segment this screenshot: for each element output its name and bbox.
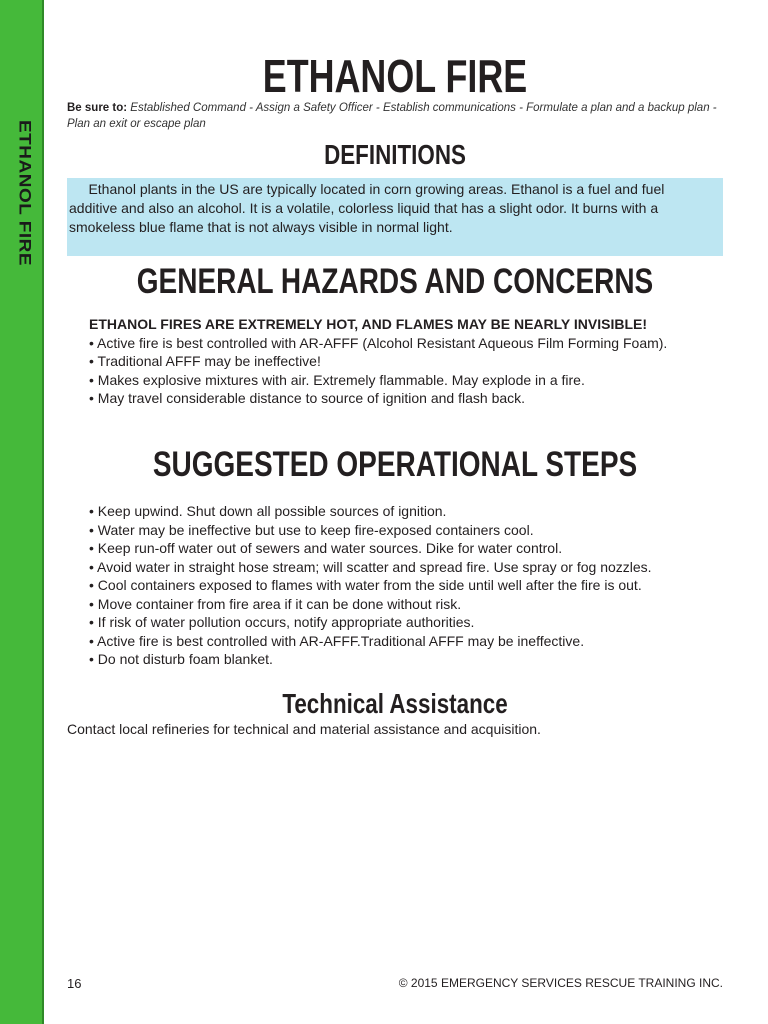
definitions-box [67,178,723,256]
definition-line: Ethanol plants in the US are typically located in corn growing areas. Ethanol is a fuel and fuel [69,181,665,197]
hazards-lead: ETHANOL FIRES ARE EXTREMELY HOT, AND FLAMES MAY BE NEARLY INVISIBLE! [89,316,648,332]
side-tab-label: ETHANOL FIRE [15,120,34,267]
technical-assistance-text: Contact local refineries for technical and material assistance and acquisition. [67,721,541,737]
hazard-item: • Makes explosive mixtures with air. Extremely flammable. May explode in a fire. [89,371,585,388]
page-number: 16 [67,976,82,991]
side-tab [0,0,44,1024]
operation-item: • Keep run-off water out of sewers and water sources. Dike for water control. [89,540,563,556]
be-sure-text: Established Command - Assign a Safety Officer - Establish communications - Formulate a plan and a backup plan - Plan an exit or escape plan [67,102,717,130]
operation-item: • If risk of water pollution occurs, notify appropriate authorities. [89,614,475,630]
operation-item: • Cool containers exposed to flames with water from the side until well after the fire is out. [89,577,642,593]
be-sure-lead: Be sure to: [67,102,128,114]
definition-line: smokeless blue flame that is not always visible in normal light. [69,219,453,235]
definition-line: additive and also an alcohol. It is a volatile, colorless liquid that has a slight odor. It burns with a [69,200,659,216]
operation-item: • Do not disturb foam blanket. [89,651,273,667]
hazard-item: • Traditional AFFF may be ineffective! [89,353,321,369]
copyright-notice: © 2015 EMERGENCY SERVICES RESCUE TRAINING INC. [398,976,723,990]
operation-item: • Keep upwind. Shut down all possible sources of ignition. [89,503,447,519]
operation-item: • Water may be ineffective but use to keep fire-exposed containers cool. [89,521,534,538]
operations-heading: SUGGESTED OPERATIONAL STEPS [152,445,638,484]
technical-assistance-heading: Technical Assistance [282,688,508,719]
be-sure-note [67,100,723,132]
operation-item: • Avoid water in straight hose stream; will scatter and spread fire. Use spray or fog nozzles. [89,558,652,575]
hazard-item: • Active fire is best controlled with AR-AFFF (Alcohol Resistant Aqueous Film Forming Foam). [89,334,668,351]
hazards-list [89,315,729,408]
page-title: ETHANOL FIRE [262,50,528,102]
operations-list [89,502,729,669]
hazards-heading: GENERAL HAZARDS AND CONCERNS [136,262,654,301]
operation-item: • Move container from fire area if it can be done without risk. [89,595,462,612]
hazard-item: • May travel considerable distance to source of ignition and flash back. [89,390,526,406]
operation-item: • Active fire is best controlled with AR-AFFF.Traditional AFFF may be ineffective. [89,632,585,649]
definitions-heading: DEFINITIONS [324,139,466,170]
